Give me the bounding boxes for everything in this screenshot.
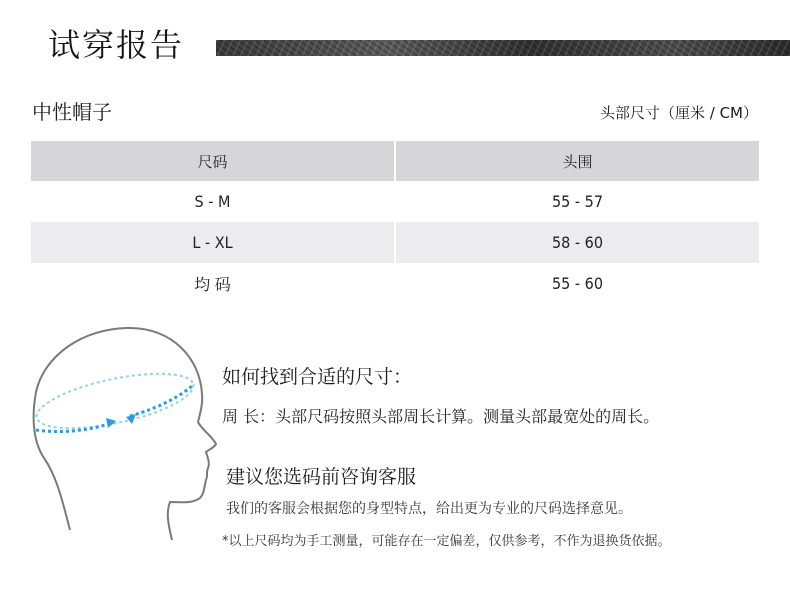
advice-description: 我们的客服会根据您的身型特点，给出更为专业的尺码选择意见。 [226, 501, 632, 517]
title-decor-bar [216, 40, 790, 56]
table-header-row [31, 141, 759, 181]
advice-title: 建议您选码前咨询客服 [226, 466, 417, 488]
how-to-measure-description: 周 长：头部尺码按照头部周长计算。测量头部最宽处的周长。 [222, 407, 660, 426]
product-name: 中性帽子 [32, 100, 112, 124]
head-outline-path [34, 328, 216, 540]
size-table [31, 141, 759, 304]
page-title: 试穿报告 [48, 26, 185, 64]
circumference-cell: 58 - 60 [395, 222, 759, 263]
size-cell: L - XL [31, 222, 395, 263]
measuring-arrow-icon [126, 414, 136, 424]
how-to-measure-title: 如何找到合适的尺寸： [222, 366, 413, 388]
table-row [31, 222, 759, 263]
measuring-tape-back [130, 384, 194, 416]
table-row [31, 263, 759, 304]
circumference-cell: 55 - 57 [552, 192, 603, 211]
size-unit-label: 头部尺寸（厘米 / CM） [599, 104, 758, 122]
measuring-tape-front [36, 422, 114, 432]
head-outline-icon [30, 318, 230, 540]
disclaimer-note: *以上尺码均为手工测量，可能存在一定偏差，仅供参考，不作为退换货依据。 [222, 534, 671, 549]
circumference-cell: 55 - 60 [552, 274, 603, 293]
table-row [31, 181, 759, 222]
column-header-head-circumference: 头围 [395, 141, 759, 181]
size-cell: S - M [31, 181, 395, 222]
column-header-size: 尺码 [31, 141, 395, 181]
size-cell: 均 码 [31, 263, 395, 304]
measuring-tape-ellipse [32, 363, 198, 439]
